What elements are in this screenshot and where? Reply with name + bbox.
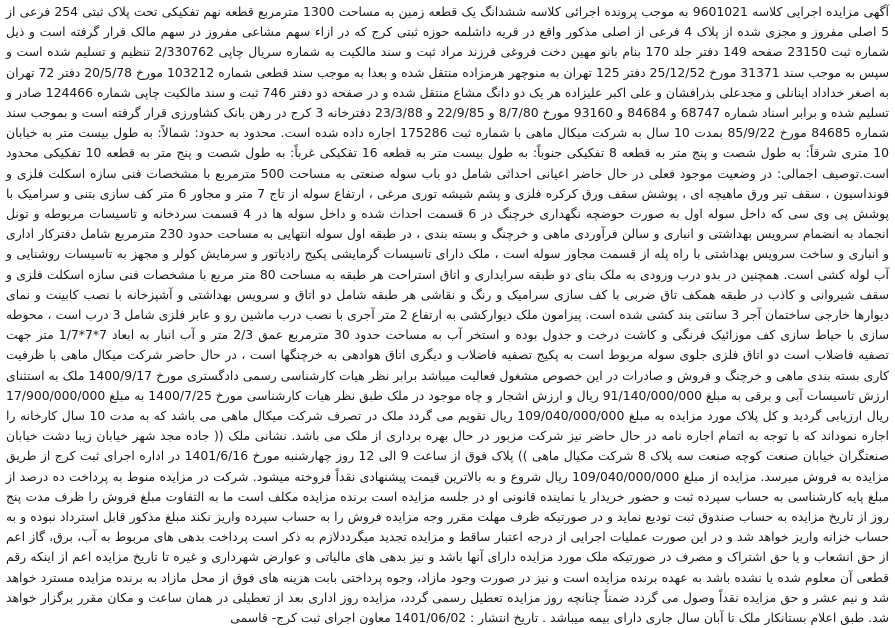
auction-notice (6, 2, 890, 626)
notice-body-text: آگهی مزایده اجرایی کلاسه 9601021 به موجب پرونده اجرائی کلاسه ششدانگ یک قطعه زمین به مساحت 1300 مترمربع قطعه نهم تفکیکی تحت پلاک ثبتی 254 فرعی از 5 اصلی مفروز و مجزی شده از پلاک 4 فرعی از اصلی مذکور واقع در قریه داشلمه حوزه ثبتی کرج که در ازاء سهم مشاعی مفروز در سهم مالک قرار گرفته است و ذیل شماره ثبت 23150 صفحه 149 دفتر جلد 170 بنام بانو مهین دخت فروغی فرزند مراد ثبت و سند مالکیت به شماره سریال چاپی 2/330762 تنظیم و تسلیم شده است و سپس به موجب سند 31371 مورخ 25/12/52 دفتر 125 تهران به منوچهر هرمزاده منتقل شده و بعدا به موجب سند قطعی شماره 103212 مورخ 20/5/78 دفتر 72 تهران به اصغر خداداد اینانلی و مجدعلی بذرافشان و علی اکبر علیزاده هر یک دو دانگ مشاع منتقل شده و در صفحه دو دفتر 746 ثبت و سند مالکیت چاپی شماره 124466 صادر و تسلیم شده و برابر اسناد شماره 68747 و 84684 و 93160 مورخ 8/7/80 و 22/9/85 و 23/3/88 دفترخانه 3 کرج در رهن بانک کشاورزی قرار گرفته است و بموجب سند شماره 84685 مورخ 85/9/22 بمدت 10 سال به شرکت میکال ماهی با شماره ثبت 175286 اجاره داده شده است. محدود به حدود: شمالاً: به طول بیست متر به خیابان 10 متری شرقاً: به طول شصت و پنج متر به قطعه 8 تفکیکی جنوباً: به طول بیست متر به قطعه 16 تفکیکی غرباً: به طول شصت و پنج متر به قطعه 10 تفکیکی محدود است.توصیف اجمالی: در وضعیت موجود فعلی در حال حاضر اعیانی احداثی شامل دو باب سوله صنعتی به مساحت 500 مترمربع با مشخصات فنی سازه اسکلت فلزی و فونداسیون ، سقف تیر ورق ماهیچه ای ، پوشش سقف ورق کرکره فلزی و پشم شیشه توری مرغی ، ارتفاع سوله از تاج 7 متر و مجاور 6 متر کف سازی بتنی و سرامیک با پوشش پی وی سی که داخل سوله اول به صورت حوضچه نگهداری خرچنگ در 6 قسمت احداث شده و داخل سوله ها در 4 قسمت سردخانه و تاسیسات مربوطه و تونل انجماد به انضمام سرویس بهداشتی و انباری و سالن فرآوردی ماهی و خرچنگ و بسته بندی ، در طبقه اول سوله انتهایی به مساحت حدود 230 مترمربع شامل دفترکار اداری و انباری و ساخت سرویس بهداشتی با راه پله از قسمت مجاور سوله است ، ملک دارای تاسیسات گرمایشی پکیج رادیاتور و سرمایش کولر و مجهز به تاسیسات روشنایی و آب لوله کشی است. همچنین در بدو درب ورودی به ملک بنای دو طبقه سرایداری و اتاق استراحت هر طبقه به مساحت 80 متر مربع با مشخصات فنی سازه اسکلت فلزی و سقف شیروانی و کاذب در طبقه همکف تاق ضربی با کف سازی سرامیک و رنگ و نقاشی هر طبقه شامل دو اتاق و سرویس بهداشتی و آشپزخانه با نصب کابینت و نمای دیوارها خارجی ساختمان آجر 3 سانتی بند کشی شده است. پیرامون ملک دیوارکشی به ارتفاع 2 متر آجری با نصب درب ماشین رو و عابر فلزی شامل 3 درب است ، محوطه سازی با حیاط سازی کف موزائیک فرنگی و کاشت درخت و جدول بوده و استخر آب به مساحت حدود 30 مترمربع عمق 2/3 متر و آب انبار به ابعاد 7*7*1/7 متر جهت تصفیه فاضلاب است دو اتاق فلزی جلوی سوله مربوط است به پکیج تصفیه فاضلاب و دیگری اتاق هوادهی به خرچنگها است ، در حال حاضر شرکت میکال ماهی با ظرفیت کاری بسته بندی ماهی و خرچنگ و فروش و صادرات در این خصوص مشغول فعالیت میباشد برابر نظر هیات کارشناسی رسمی دادگستری مورخ 1400/9/17 ملک به استثنای ارزش تاسیسات آبی و برقی به مبلغ 91/140/000/000 ریال و ارزش اشجار و چاه موجود در ملک طبق نظر هیات کارشناسی مورخ 1400/7/25 به مبلغ 17/900/000/000 ریال ارزیابی گردید و کل پلاک مورد مزایده به مبلغ 109/040/000/000 ریال تقویم می گردد ملک در تصرف شرکت میکال ماهی می باشد که به مدت 10 سال کارخانه را اجاره نموداند که با توجه به اتمام اجاره نامه در حال حاضر نیز شرکت مزبور در حال بهره برداری از ملک می باشد. نشانی ملک (( جاده مجد شهر خیابان زیبا دشت خیابان صنعتگران خیابان صنعت کوچه صنعت سه پلاک 8 شرکت مکیال ماهی )) پلاک فوق از ساعت 9 الی 12 روز چهارشنبه مورخ 1401/6/16 در اداره اجرای ثبت کرج از طریق مزایده به فروش میرسد. مزایده از مبلغ 109/040/000/000 ریال شروع و به بالاترین قیمت پیشنهادی نقداً فروخته میشود. شرکت در مزایده منوط به پرداخت ده درصد از مبلغ پایه کارشناسی به حساب سپرده ثبت و حضور خریدار یا نماینده قانونی او در جلسه مزایده است برنده مزایده مکلف است ما به التفاوت مبلغ فروش را ظرف مدت پنج روز از تاریخ مزایده به حساب صندوق ثبت تودیع نماید و در صورتیکه ظرف مهلت مقرر وجه مزایده فروش را به حساب سپرده واریز نکند مبلغ مذکور قابل استرداد نبوده و به حساب خزانه واریز خواهد شد و در این صورت عملیات اجرایی از درجه اعتبار ساقط و مزایده تجدید میگرددلازم به ذکر است پرداخت بدهی های مربوط به آب، برق، گاز اعم از حق انشعاب و یا حق اشتراک و مصرف در صورتیکه ملک مورد مزایده دارای آنها باشد و نیز بدهی های مالیاتی و عوارض شهرداری و غیره تا تاریخ مزایده اعم از اینکه رقم قطعی آن معلوم شده یا نشده باشد به عهده برنده مزایده است و نیز در صورت وجود مازاد، وجوه پرداختی بابت هزینه های فوق از محل مازاد به برنده مزایده مسترد خواهد شد و نیم عشر و حق مزایده نقداً وصول می گردد ضمناً چنانچه روز مزایده تعطیل رسمی گردد، مزایده روز اداری بعد از تعطیلی در همان ساعت و مکان مقرر برگزار خواهد شد. طبق اعلام بستانکار ملک تا آبان سال جاری دارای بیمه میباشد . تاریخ انتشار : 1401/06/02 معاون اجرای ثبت کرج- قاسمی (6, 4, 890, 626)
